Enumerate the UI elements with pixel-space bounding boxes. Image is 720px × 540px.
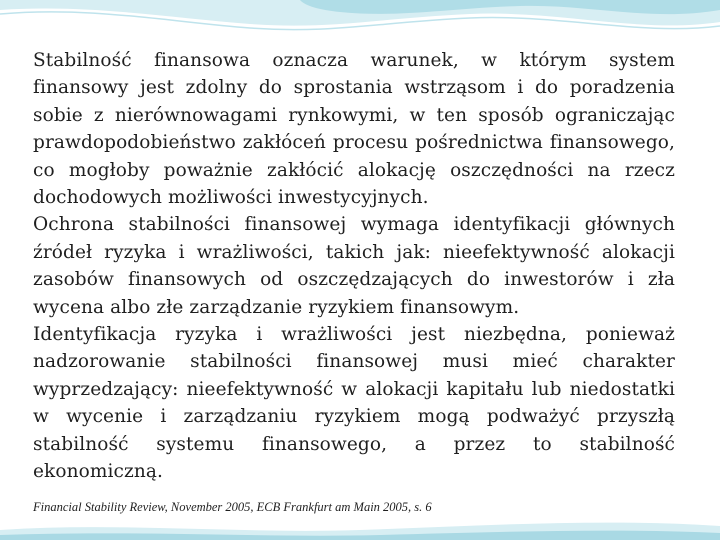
paragraph-protection: Ochrona stabilności finansowej wymaga identyfikacji głównych źródeł ryzyka i wrażliwości, takich jak: nieefektywność alokacji zasobów finansowych od oszczędzających do inwestorów i zła wycena albo złe zarządzanie ryzykiem finansowym. [33,214,675,318]
bottom-wave-decoration [0,500,720,540]
paragraph-identification: Identyfikacja ryzyka i wrażliwości jest niezbędna, ponieważ nadzorowanie stabilności finansowej musi mieć charakter wyprzedzający: nieefektywność w alokacji kapitału lub niedostatki w wycenie i zarządzaniu ryzykiem mogą podważyć przyszłą stabilność systemu finansowego, a przez to stabilność ekonomiczną. [33,324,675,483]
main-text-block [33,47,675,486]
source-citation: Financial Stability Review, November 2005, ECB Frankfurt am Main 2005, s. 6 [33,500,432,514]
paragraph-definition: Stabilność finansowa oznacza warunek, w którym system finansowy jest zdolny do sprostania wstrząsom i do poradzenia sobie z nierównowagami rynkowymi, w ten sposób ograniczając prawdopodobieństwo zakłóceń procesu pośrednictwa finansowego, co mogłoby poważnie zakłócić alokację oszczędności na rzecz dochodowych możliwości inwestycyjnych. [33,50,675,209]
